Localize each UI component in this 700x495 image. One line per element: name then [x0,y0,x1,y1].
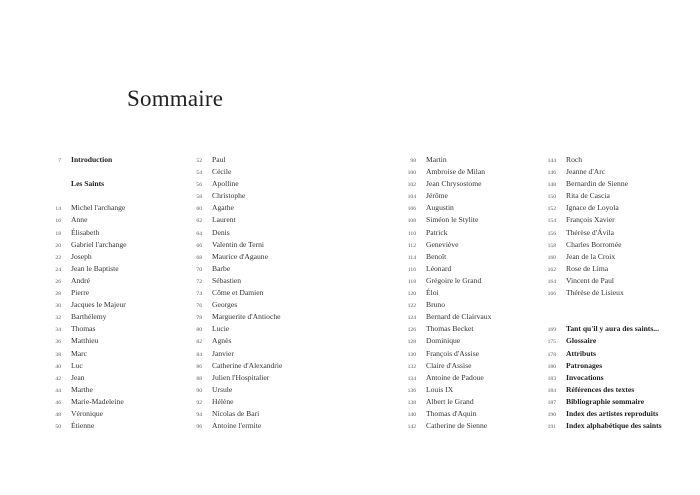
toc-entry-title: Glossaire [566,336,597,346]
toc-page-number: 26 [55,278,61,285]
toc-page-number: 66 [196,242,202,249]
toc-entry[interactable] [190,372,350,384]
toc-spacer [49,190,209,202]
toc-entry-title: Albert le Grand [426,396,474,406]
toc-entry[interactable] [336,396,486,408]
toc-entry-title: Catherine de Sienne [426,421,488,431]
toc-entry[interactable] [190,408,350,420]
toc-entry-title: Christophe [212,191,246,201]
toc-spacer [544,311,694,323]
toc-entry[interactable] [190,323,350,335]
toc-page-number: 112 [407,242,416,249]
toc-page-number: 124 [407,315,416,322]
toc-entry[interactable] [49,227,209,239]
toc-entry-title: Antoine l'ermite [212,421,262,431]
toc-page-number: 156 [547,230,556,237]
toc-entry[interactable] [190,299,350,311]
toc-page-number: 152 [547,206,556,213]
toc-page-number: 86 [196,363,202,370]
toc-spacer [544,299,694,311]
toc-entry-title: Charles Borromée [566,239,622,249]
toc-page-number: 32 [55,315,61,322]
toc-entry-title: Laurent [212,215,236,225]
toc-page-number: 62 [196,218,202,225]
toc-page-number: 22 [55,254,61,261]
toc-entry[interactable] [49,275,209,287]
toc-entry-title: Hélène [212,396,234,406]
toc-entry-title: Ambroise de Milan [426,167,486,177]
toc-entry[interactable] [336,227,486,239]
toc-entry-title: Tant qu'il y aura des saints... [566,324,659,334]
toc-page-number: 150 [547,194,556,201]
toc-entry-title: Thomas d'Aquin [426,408,477,418]
toc-entry[interactable] [336,287,486,299]
toc-entry-title: Bernardin de Sienne [566,179,628,189]
toc-entry[interactable] [49,360,209,372]
toc-entry-title: Apolline [212,179,239,189]
toc-entry[interactable] [49,335,209,347]
toc-entry[interactable] [49,311,209,323]
toc-entry[interactable] [336,190,486,202]
toc-page-number: 88 [196,375,202,382]
toc-entry-title: Attributs [566,348,596,358]
toc-page-number: 92 [196,399,202,406]
toc-entry[interactable] [190,190,350,202]
toc-page-number: 70 [196,266,202,273]
toc-entry-title: Jeanne d'Arc [566,167,606,177]
toc-entry-title: Joseph [71,251,92,261]
toc-page-number: 108 [407,218,416,225]
toc-entry[interactable] [49,384,209,396]
toc-page-number: 24 [55,266,61,273]
toc-page-number: 183 [547,375,556,382]
toc-entry[interactable] [336,239,486,251]
toc-entry-title: Ursule [212,384,233,394]
toc-entry-title: Janvier [212,348,234,358]
toc-entry-title: Georges [212,300,238,310]
toc-page-number: 162 [547,266,556,273]
toc-page-number: 96 [196,424,202,431]
toc-entry[interactable] [336,263,486,275]
toc-entry-title: Bibliographie sommaire [566,396,645,406]
toc-entry[interactable] [336,275,486,287]
toc-entry-title: Thomas [71,324,96,334]
toc-entry[interactable] [336,348,486,360]
toc-page-number: 100 [407,170,416,177]
toc-entry[interactable] [190,360,350,372]
toc-entry[interactable] [544,190,694,202]
toc-entry[interactable] [336,202,486,214]
toc-entry-title: Grégoire le Grand [426,275,482,285]
toc-entry-title: Rita de Cascia [566,191,610,201]
toc-entry[interactable] [336,214,486,226]
toc-entry-title: Claire d'Assise [426,360,472,370]
toc-entry-title: Index des artistes reproduits [566,408,659,418]
toc-page-number: 94 [196,411,202,418]
toc-entry-title: Léonard [426,263,452,273]
toc-page-number: 40 [55,363,61,370]
toc-entry[interactable] [544,275,694,287]
toc-column-2 [190,154,350,432]
toc-page-number: 116 [407,266,416,273]
toc-entry-title: Marie-Madeleine [71,396,124,406]
toc-page-number: 160 [547,254,556,261]
toc-page-number: 18 [55,230,61,237]
toc-entry[interactable] [190,396,350,408]
toc-page-number: 190 [547,411,556,418]
toc-page-number: 120 [407,291,416,298]
toc-page-number: 130 [407,351,416,358]
toc-entry-title: Agnès [212,336,232,346]
toc-page-number: 144 [547,158,556,164]
toc-page-number: 187 [547,399,556,406]
toc-entry[interactable] [544,408,694,420]
toc-entry[interactable] [190,384,350,396]
toc-entry[interactable] [190,154,350,166]
toc-entry-title: Dominique [426,336,461,346]
toc-page-number: 142 [407,424,416,431]
toc-entry[interactable] [190,214,350,226]
toc-page-number: 82 [196,339,202,346]
toc-entry-title: Cécile [212,167,232,177]
toc-page-number: 191 [547,424,556,431]
toc-entry-title: Julien l'Hospitalier [212,372,270,382]
toc-entry[interactable] [544,287,694,299]
toc-entry[interactable] [544,323,694,335]
toc-page-number: 132 [407,363,416,370]
toc-entry[interactable] [544,396,694,408]
toc-entry[interactable] [49,408,209,420]
toc-page-number: 64 [196,230,202,237]
toc-entry-title: Jérôme [426,191,448,201]
toc-page-number: 80 [196,327,202,334]
toc-page-number: 60 [196,206,202,213]
toc-entry[interactable] [544,178,694,190]
toc-page-number: 84 [196,351,202,358]
toc-entry-title: Bernard de Clairvaux [426,312,492,322]
toc-column-3 [336,154,492,432]
toc-entry-title: Paul [212,155,226,164]
toc-entry[interactable] [544,154,694,166]
toc-entry-title: Vincent de Paul [566,275,615,285]
toc-entry[interactable] [336,251,486,263]
toc-entry-title: Marguerite d'Antioche [212,312,281,322]
toc-entry-title: Bruno [426,300,445,310]
toc-entry[interactable] [544,166,694,178]
toc-entry[interactable] [49,323,209,335]
toc-entry-title: Nicolas de Bari [212,408,260,418]
toc-entry[interactable] [336,311,492,323]
toc-entry[interactable] [336,299,486,311]
toc-entry[interactable] [190,178,350,190]
toc-entry-title: Véronique [71,408,104,418]
toc-page-number: 28 [55,291,61,298]
toc-page-number: 104 [407,194,416,201]
toc-page-number: 138 [407,399,416,406]
toc-page-number: 72 [196,278,202,285]
toc-entry[interactable] [544,420,694,432]
toc-entry-title: Jean de la Croix [566,251,616,261]
toc-entry[interactable] [49,396,209,408]
toc-entry-title: Roch [566,155,583,164]
toc-entry[interactable] [190,202,350,214]
toc-page-number: 110 [407,230,416,237]
toc-entry-title: Ignace de Loyola [566,203,619,213]
toc-entry-title: Luc [71,360,83,370]
toc-entry-title: Les Saints [71,179,105,189]
toc-page-number: 36 [55,339,61,346]
toc-entry-title: Marthe [71,384,93,394]
toc-page-number: 148 [547,182,556,189]
toc-page-number: 178 [547,351,556,358]
toc-page-number: 102 [407,182,416,189]
toc-entry[interactable] [336,166,486,178]
toc-entry[interactable] [190,335,350,347]
toc-entry[interactable] [544,372,694,384]
toc-page-number: 14 [55,206,61,213]
toc-entry[interactable] [336,384,486,396]
toc-entry-title: Matthieu [71,336,99,346]
toc-entry-title: Geneviève [426,239,459,249]
toc-entry[interactable] [49,372,209,384]
toc-entry-title: Antoine de Padoue [426,372,484,382]
toc-entry-title: Siméon le Stylite [426,215,479,225]
toc-page-number: 118 [407,278,416,285]
toc-page-number: 16 [55,218,61,225]
toc-entry[interactable] [336,178,486,190]
toc-page-number: 50 [55,424,61,431]
toc-entry[interactable] [544,227,694,239]
toc-page-number: 146 [547,170,556,177]
toc-entry[interactable] [544,251,694,263]
toc-entry[interactable] [336,335,486,347]
toc-page-number: 48 [55,411,61,418]
toc-entry[interactable] [49,299,209,311]
toc-page-number: 30 [55,303,61,310]
toc-page-number: 52 [196,158,202,164]
toc-entry[interactable] [190,251,350,263]
toc-entry-title: Jean le Baptiste [71,263,119,273]
toc-entry[interactable] [336,372,486,384]
toc-page-number: 46 [55,399,61,406]
toc-page-number: 106 [407,206,416,213]
toc-entry[interactable] [190,239,350,251]
toc-entry-title: Index alphabétique des saints [566,421,662,431]
toc-page-number: 76 [196,303,202,310]
toc-entry[interactable] [336,408,486,420]
toc-page-number: 134 [407,375,416,382]
toc-entry[interactable] [49,202,209,214]
toc-page-number: 58 [196,194,202,201]
toc-entry-title: Augustin [426,203,454,213]
toc-entry-title: Lucie [212,324,230,334]
toc-entry[interactable] [336,154,486,166]
toc-entry[interactable] [544,202,694,214]
toc-entry-title: François Xavier [566,215,615,225]
toc-entry-title: Benoît [426,251,447,261]
toc-page-number: 74 [196,291,202,298]
toc-entry-title: Michel l'archange [71,203,126,213]
toc-entry[interactable] [49,154,209,166]
toc-page-number: 114 [407,254,416,261]
toc-entry-title: Marc [71,348,88,358]
toc-entry[interactable] [49,214,209,226]
toc-entry-title: Gabriel l'archange [71,239,127,249]
toc-entry-title: Références des textes [566,384,635,394]
toc-entry[interactable] [190,263,350,275]
toc-entry-title: François d'Assise [426,348,480,358]
toc-entry[interactable] [336,360,486,372]
toc-entry[interactable] [544,384,694,396]
toc-page-number: 44 [55,387,61,394]
toc-entry-title: Barbe [212,263,231,273]
toc-entry-title: Jean [71,372,85,382]
toc-page-number: 128 [407,339,416,346]
toc-entry[interactable] [49,251,209,263]
toc-entry[interactable] [190,348,350,360]
toc-entry[interactable] [544,360,694,372]
toc-entry-title: Patrick [426,227,448,237]
toc-entry[interactable] [49,348,209,360]
toc-entry[interactable] [336,420,486,432]
toc-entry-title: Invocations [566,372,604,382]
toc-entry-title: Étienne [71,421,95,431]
toc-entry-title: Martin [426,155,447,164]
toc-entry-title: Rose de Lima [566,263,609,273]
toc-entry-title: Thomas Becket [426,324,474,334]
toc-entry-title: Thérèse d'Ávila [566,227,614,237]
toc-entry-title: Sébastien [212,275,242,285]
toc-page-number: 122 [407,303,416,310]
toc-entry[interactable] [190,311,350,323]
toc-page-number: 164 [547,278,556,285]
toc-entry-title: Denis [212,227,230,237]
toc-page-number: 184 [547,387,556,394]
toc-entry-title: Élisabeth [71,227,100,237]
toc-page-number: 136 [407,387,416,394]
toc-page-number: 54 [196,170,202,177]
toc-entry-title: Éloi [426,288,439,298]
toc-entry[interactable] [49,263,209,275]
toc-entry-title: Valentin de Terni [212,239,265,249]
toc-entry[interactable] [544,335,694,347]
toc-page-number: 166 [547,291,556,298]
toc-entry[interactable] [49,178,209,190]
toc-entry[interactable] [49,239,209,251]
toc-entry[interactable] [49,287,209,299]
toc-page-number: 169 [547,327,556,334]
toc-entry-title: Jacques le Majeur [71,300,126,310]
toc-entry[interactable] [190,227,350,239]
toc-spacer [49,166,209,178]
toc-entry-title: Louis IX [426,384,454,394]
toc-page-number: 98 [410,158,416,164]
toc-entry-title: Agathe [212,203,234,213]
toc-entry-title: Jean Chrysostome [426,179,482,189]
toc-page-number: 126 [407,327,416,334]
toc-page-number: 20 [55,242,61,249]
toc-entry[interactable] [336,323,486,335]
toc-page-number: 42 [55,375,61,382]
toc-entry-title: André [71,275,90,285]
toc-entry[interactable] [190,275,350,287]
toc-entry-title: Introduction [71,155,113,164]
toc-entry-title: Maurice d'Agaune [212,251,268,261]
toc-page-number: 175 [547,339,556,346]
toc-page-number: 68 [196,254,202,261]
toc-entry[interactable] [544,239,694,251]
toc-entry-title: Pierre [71,288,90,298]
toc-entry[interactable] [544,348,694,360]
toc-entry-title: Patronages [566,360,603,370]
toc-page-number: 158 [547,242,556,249]
toc-page-number: 140 [407,411,416,418]
toc-page-number: 56 [196,182,202,189]
toc-entry-title: Thérèse de Lisieux [566,288,624,298]
toc-page-number: 180 [547,363,556,370]
toc-page-number: 78 [196,315,202,322]
toc-page-number: 7 [58,158,61,164]
page-title: Sommaire [127,86,224,111]
toc-entry[interactable] [190,166,350,178]
toc-column-4 [544,154,694,432]
toc-column-1 [49,154,209,432]
toc-page-number: 34 [55,327,61,334]
toc-entry-title: Catherine d'Alexandrie [212,360,283,370]
toc-entry[interactable] [190,420,350,432]
toc-entry-title: Anne [71,215,88,225]
toc-entry-title: Barthélemy [71,312,107,322]
toc-entry[interactable] [49,420,209,432]
toc-entry-title: Côme et Damien [212,288,264,298]
toc-entry[interactable] [544,263,694,275]
toc-entry[interactable] [544,214,694,226]
toc-page-number: 90 [196,387,202,394]
toc-page-number: 154 [547,218,556,225]
toc-entry[interactable] [190,287,350,299]
toc-page-number: 38 [55,351,61,358]
